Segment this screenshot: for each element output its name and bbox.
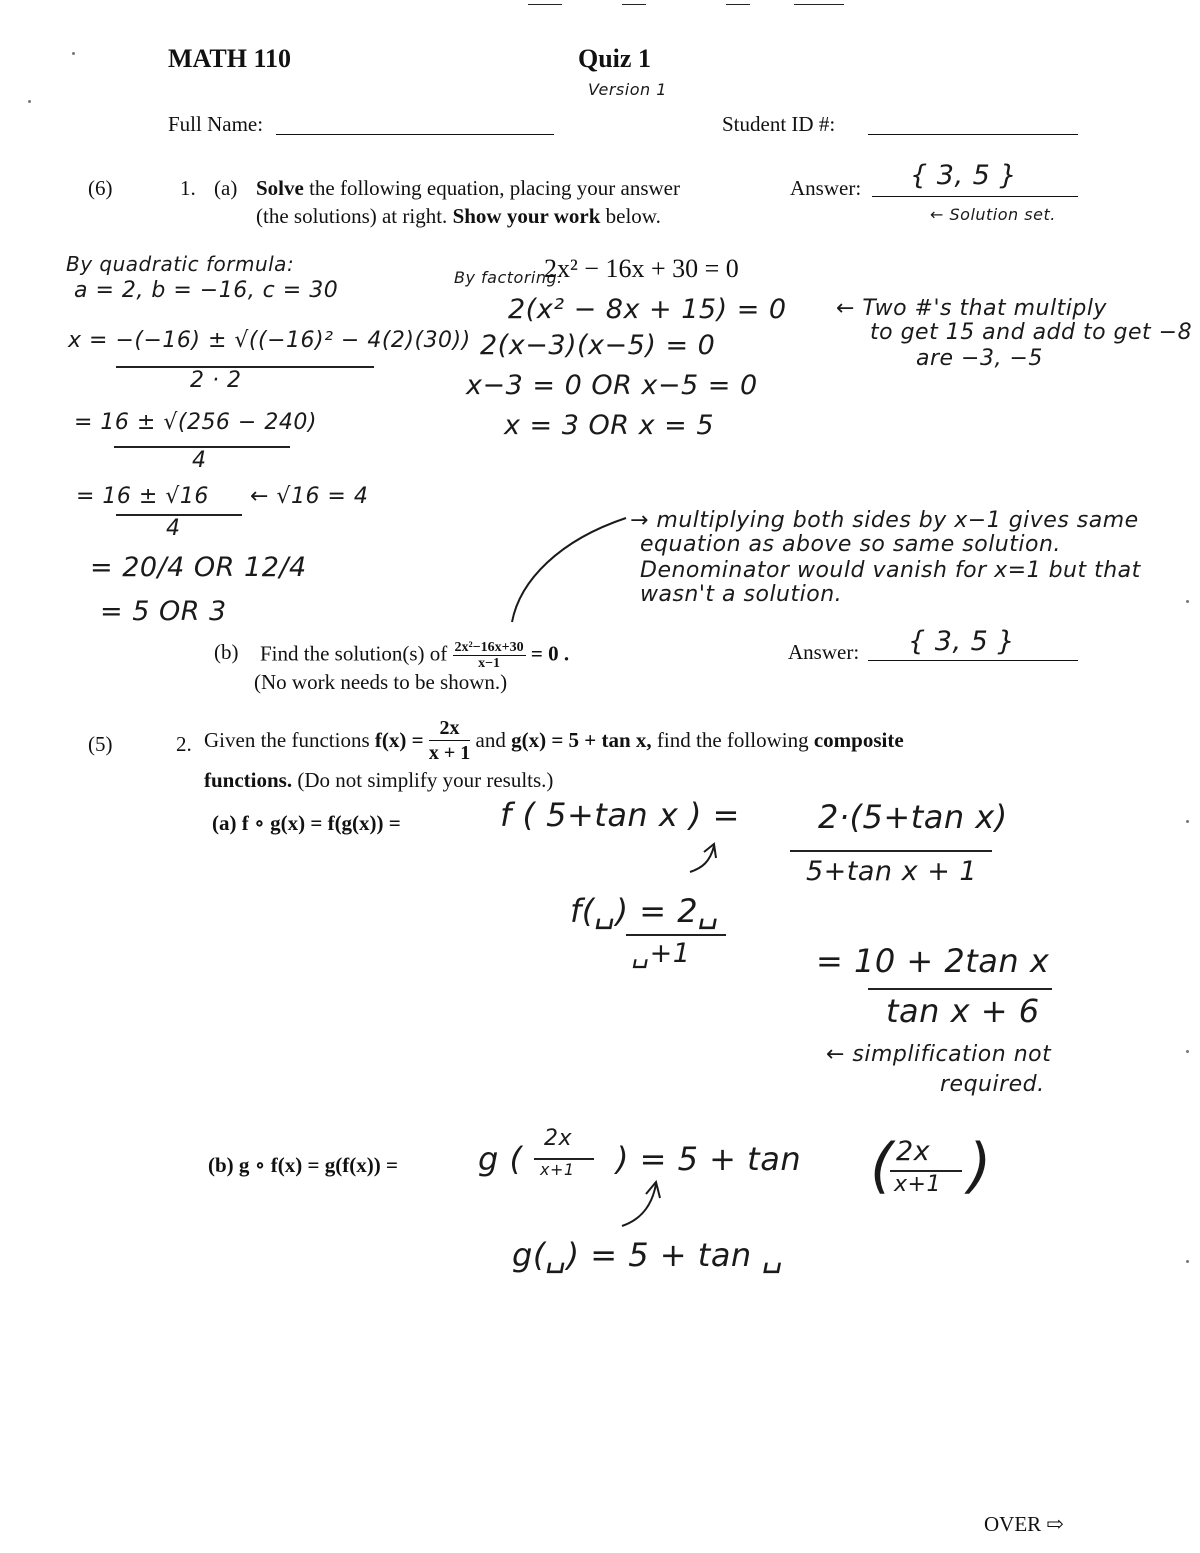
quiz-title: Quiz 1 — [578, 44, 651, 73]
scan-speck — [72, 52, 75, 55]
scan-dash — [622, 4, 646, 5]
q1a-answer-note: ← Solution set. — [930, 205, 1056, 224]
version-note: Version 1 — [588, 80, 667, 99]
student-id-label: Student ID #: — [722, 112, 836, 136]
course-title: MATH 110 — [168, 44, 292, 73]
q2-number: 2. — [176, 732, 192, 756]
q1a-bold-solve: Solve — [256, 176, 304, 200]
scan-speck — [1186, 1260, 1189, 1263]
quadratic-coefficients: a = 2, b = −16, c = 30 — [74, 278, 339, 303]
q1b-answer-label: Answer: — [788, 640, 860, 664]
q2a-aside-den: ␣+1 — [632, 938, 691, 969]
quadratic-label: By quadratic formula: — [66, 252, 295, 276]
factoring-step2: 2(x−3)(x−5) = 0 — [480, 330, 716, 361]
q1b-text: Find the solution(s) of — [260, 641, 448, 666]
q1a-answer-label: Answer: — [790, 176, 862, 200]
scan-speck — [1186, 820, 1189, 823]
factoring-note-line3: are −3, −5 — [916, 346, 1043, 371]
q2a-work1: f ( 5+tan x ) = — [500, 796, 740, 834]
q2b-prompt: (b) g ∘ f(x) = g(f(x)) = — [208, 1153, 398, 1177]
q1a-answer-value: { 3, 5 } — [910, 160, 1018, 191]
factoring-note-line2: to get 15 and add to get −8 — [870, 320, 1193, 345]
q2a-prompt: (a) f ∘ g(x) = f(g(x)) = — [212, 811, 401, 835]
q1b-text2: (No work needs to be shown.) — [254, 670, 508, 694]
scan-speck — [1186, 600, 1189, 603]
q1a-text3: below. — [605, 204, 661, 228]
q1a-text1: the following equation, placing your answer — [309, 176, 680, 200]
quadratic-step4: = 20/4 OR 12/4 — [90, 552, 307, 583]
q1b-fraction-den: x−1 — [478, 656, 501, 671]
q2-intro-bold: composite — [813, 728, 904, 752]
q1a-label: (a) — [214, 176, 238, 200]
q1b-note-line2: equation as above so same solution. — [640, 532, 1061, 557]
q2a-simplified-num: = 10 + 2tan x — [816, 942, 1050, 980]
scan-dash — [794, 4, 844, 5]
q2a-aside-num: f(␣) = 2␣ — [570, 892, 719, 930]
q2-intro3: (Do not simplify your results.) — [297, 768, 554, 792]
q2a-simplified-den: tan x + 6 — [886, 992, 1040, 1030]
q2b-work-num: 2x — [544, 1126, 573, 1151]
q1b-note-line3: Denominator would vanish for x=1 but that — [640, 558, 1141, 583]
q1-equation: 2x² − 16x + 30 = 0 — [544, 254, 739, 283]
quadratic-step1-num: x = −(−16) ± √((−16)² − 4(2)(30)) — [68, 328, 471, 353]
quadratic-step5: = 5 OR 3 — [100, 596, 227, 627]
scan-speck — [1186, 1050, 1189, 1053]
q1b-note-line4: wasn't a solution. — [640, 582, 843, 607]
quadratic-step3-num: = 16 ± √16 — [76, 484, 209, 509]
factoring-step1: 2(x² − 8x + 15) = 0 — [508, 294, 787, 325]
q1a-bold-show-work: Show your work — [452, 204, 601, 228]
q1b-answer-value: { 3, 5 } — [908, 626, 1016, 657]
q2-intro3-bold: functions. — [204, 768, 293, 792]
footer-over: OVER ⇨ — [984, 1512, 1065, 1536]
scan-dash — [528, 4, 562, 5]
q2b-work-num-2: 2x — [896, 1136, 931, 1167]
q1-points: (6) — [88, 176, 113, 200]
q2b-paren-open: ( — [870, 1131, 894, 1201]
q2a-work1-den: 5+tan x + 1 — [806, 856, 978, 887]
q1b-fraction-num: 2x²−16x+30 — [454, 640, 524, 655]
scan-speck — [28, 100, 31, 103]
q2-intro1: Given the functions — [204, 728, 370, 752]
full-name-label: Full Name: — [168, 112, 264, 136]
q2-f-num: 2x — [429, 716, 470, 741]
factoring-step3: x−3 = 0 OR x−5 = 0 — [466, 370, 758, 401]
factoring-label: By factoring: — [454, 268, 564, 287]
q2b-work-den: x+1 — [540, 1160, 575, 1179]
quadratic-step2-den: 4 — [192, 448, 207, 473]
factoring-note-line1: ← Two #'s that multiply — [836, 296, 1107, 321]
q2b-aside: g(␣) = 5 + tan ␣ — [512, 1236, 784, 1274]
q2-g-def: g(x) = 5 + tan x, — [511, 728, 652, 752]
q1b-eq-tail: = 0 . — [530, 641, 570, 666]
quadratic-step3-note: ← √16 = 4 — [250, 484, 369, 509]
q2b-paren-close: ) — [968, 1131, 992, 1201]
q1a-text2: (the solutions) at right. — [256, 204, 448, 228]
quadratic-step3-den: 4 — [166, 516, 181, 541]
scan-dash — [726, 4, 750, 5]
q2-points: (5) — [88, 732, 113, 756]
q1-number: 1. — [180, 176, 196, 200]
q2-intro2: find the following — [656, 728, 809, 752]
q2b-work-den-2: x+1 — [894, 1172, 941, 1197]
q2-and: and — [475, 728, 506, 752]
q2-f-den: x + 1 — [428, 742, 471, 764]
q2a-simplified-note-line1: ← simplification not — [826, 1042, 1052, 1067]
q2b-work-mid: ) = 5 + tan — [616, 1140, 802, 1178]
q1b-note-line1: → multiplying both sides by x−1 gives same — [630, 508, 1139, 533]
q1b-label: (b) — [214, 640, 239, 664]
q2b-work-pre: g ( — [478, 1140, 523, 1178]
q2-f-def: f(x) = — [374, 728, 424, 752]
quadratic-step2-num: = 16 ± √(256 − 240) — [74, 410, 317, 435]
q2a-work1-num: 2·(5+tan x) — [818, 798, 1008, 836]
quadratic-step1-den: 2 · 2 — [190, 368, 242, 393]
factoring-step4: x = 3 OR x = 5 — [504, 410, 715, 441]
q2a-simplified-note-line2: required. — [940, 1072, 1045, 1097]
